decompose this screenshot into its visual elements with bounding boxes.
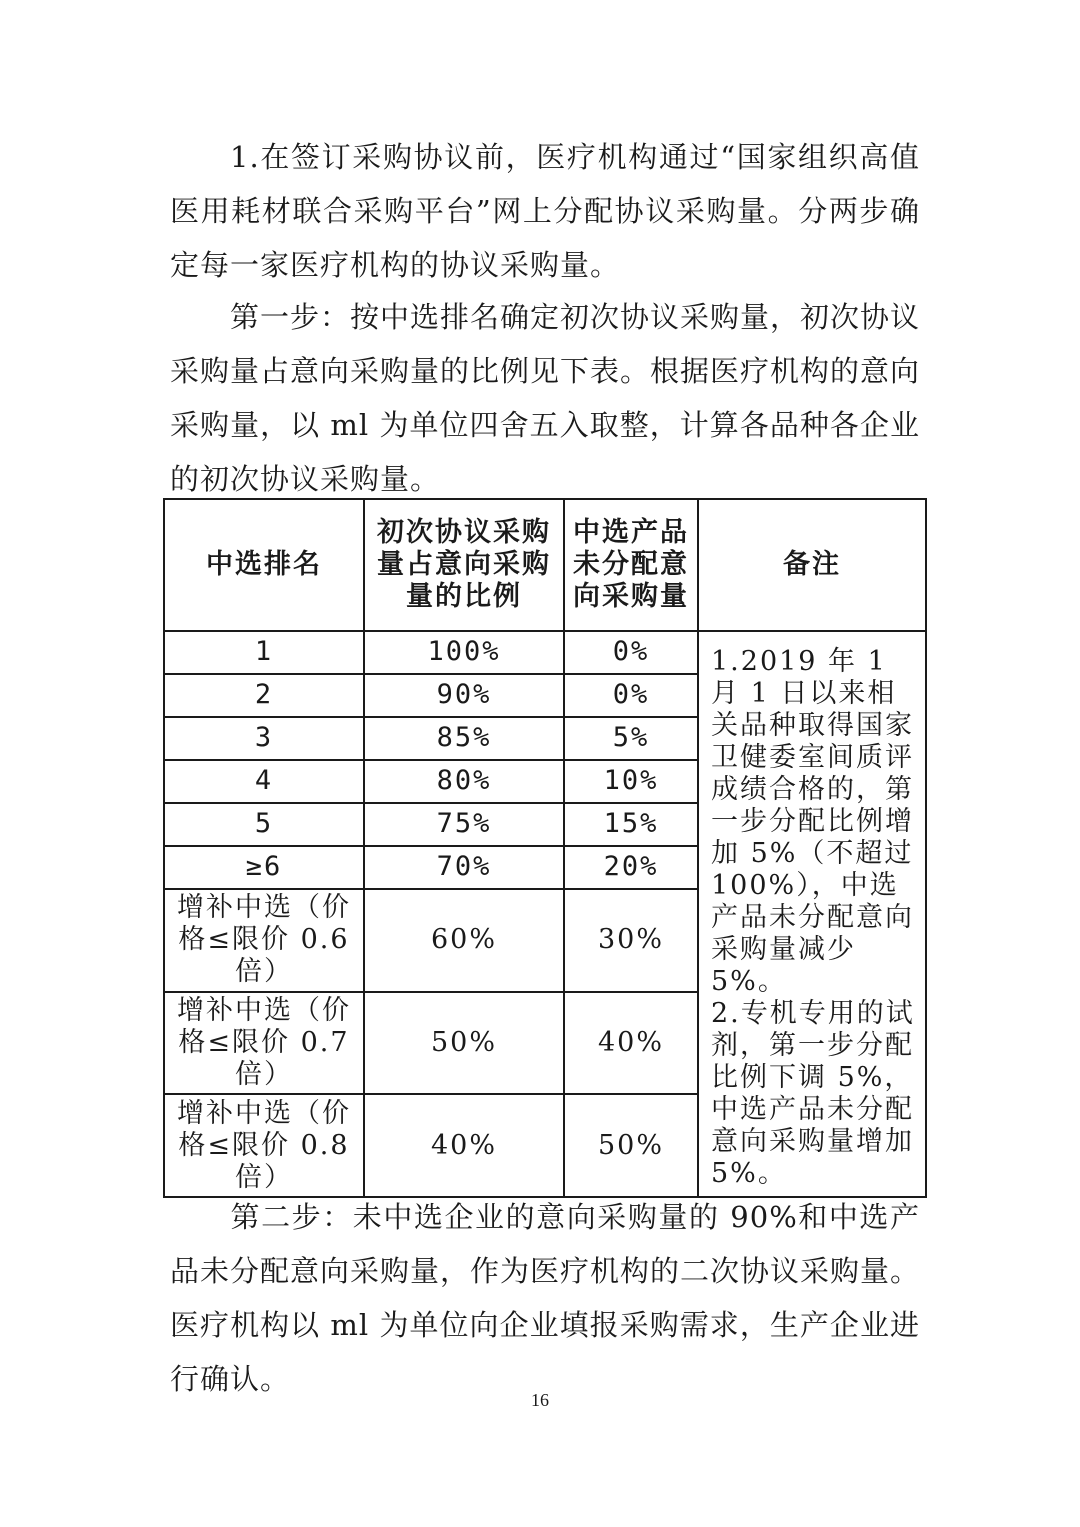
header-ratio: 初次协议采购量占意向采购量的比例 — [364, 499, 564, 631]
cell-ratio: 60% — [364, 889, 564, 992]
cell-unallocated: 5% — [564, 717, 698, 760]
cell-rank: 3 — [164, 717, 364, 760]
cell-rank: ≥6 — [164, 846, 364, 889]
cell-unallocated: 50% — [564, 1094, 698, 1197]
cell-rank: 增补中选（价格≤限价 0.8倍） — [164, 1094, 364, 1197]
cell-rank: 2 — [164, 674, 364, 717]
cell-rank: 4 — [164, 760, 364, 803]
cell-remark: 1.2019 年 1 月 1 日以来相关品种取得国家卫健委室间质评成绩合格的，第一步分配比例增加 5%（不超过 100%），中选产品未分配意向采购量减少 5%。 2.专机专用的试剂，第一步分配比例下调 5%，中选产品未分配意向采购量增加 5%。 — [698, 631, 926, 1197]
header-rank: 中选排名 — [164, 499, 364, 631]
cell-unallocated: 40% — [564, 992, 698, 1095]
allocation-table — [163, 498, 927, 1198]
cell-ratio: 90% — [364, 674, 564, 717]
cell-unallocated: 0% — [564, 674, 698, 717]
cell-rank: 增补中选（价格≤限价 0.6倍） — [164, 889, 364, 992]
cell-unallocated: 20% — [564, 846, 698, 889]
table-row — [164, 631, 926, 674]
header-unallocated: 中选产品未分配意向采购量 — [564, 499, 698, 631]
paragraph-step-intro-text: 1.在签订采购协议前，医疗机构通过“国家组织高值医用耗材联合采购平台”网上分配协议采购量。分两步确定每一家医疗机构的协议采购量。 — [170, 140, 920, 282]
cell-ratio: 80% — [364, 760, 564, 803]
paragraph-step-intro — [170, 130, 920, 292]
paragraph-step-one-text: 第一步：按中选排名确定初次协议采购量，初次协议采购量占意向采购量的比例见下表。根据医疗机构的意向采购量，以 ml 为单位四舍五入取整，计算各品种各企业的初次协议采购量。 — [170, 300, 921, 496]
cell-unallocated: 15% — [564, 803, 698, 846]
cell-ratio: 75% — [364, 803, 564, 846]
cell-unallocated: 30% — [564, 889, 698, 992]
cell-unallocated: 10% — [564, 760, 698, 803]
page-number: 16 — [531, 1390, 549, 1410]
cell-rank: 增补中选（价格≤限价 0.7倍） — [164, 992, 364, 1095]
cell-rank: 1 — [164, 631, 364, 674]
cell-unallocated: 0% — [564, 631, 698, 674]
paragraph-step-two-text: 第二步：未中选企业的意向采购量的 90%和中选产品未分配意向采购量，作为医疗机构的二次协议采购量。医疗机构以 ml 为单位向企业填报采购需求，生产企业进行确认。 — [170, 1200, 921, 1396]
cell-ratio: 85% — [364, 717, 564, 760]
paragraph-step-one — [170, 290, 920, 506]
header-remark: 备注 — [698, 499, 926, 631]
cell-ratio: 100% — [364, 631, 564, 674]
cell-rank: 5 — [164, 803, 364, 846]
paragraph-step-two — [170, 1190, 920, 1406]
table-header-row — [164, 499, 926, 631]
cell-ratio: 40% — [364, 1094, 564, 1197]
cell-ratio: 50% — [364, 992, 564, 1095]
cell-ratio: 70% — [364, 846, 564, 889]
